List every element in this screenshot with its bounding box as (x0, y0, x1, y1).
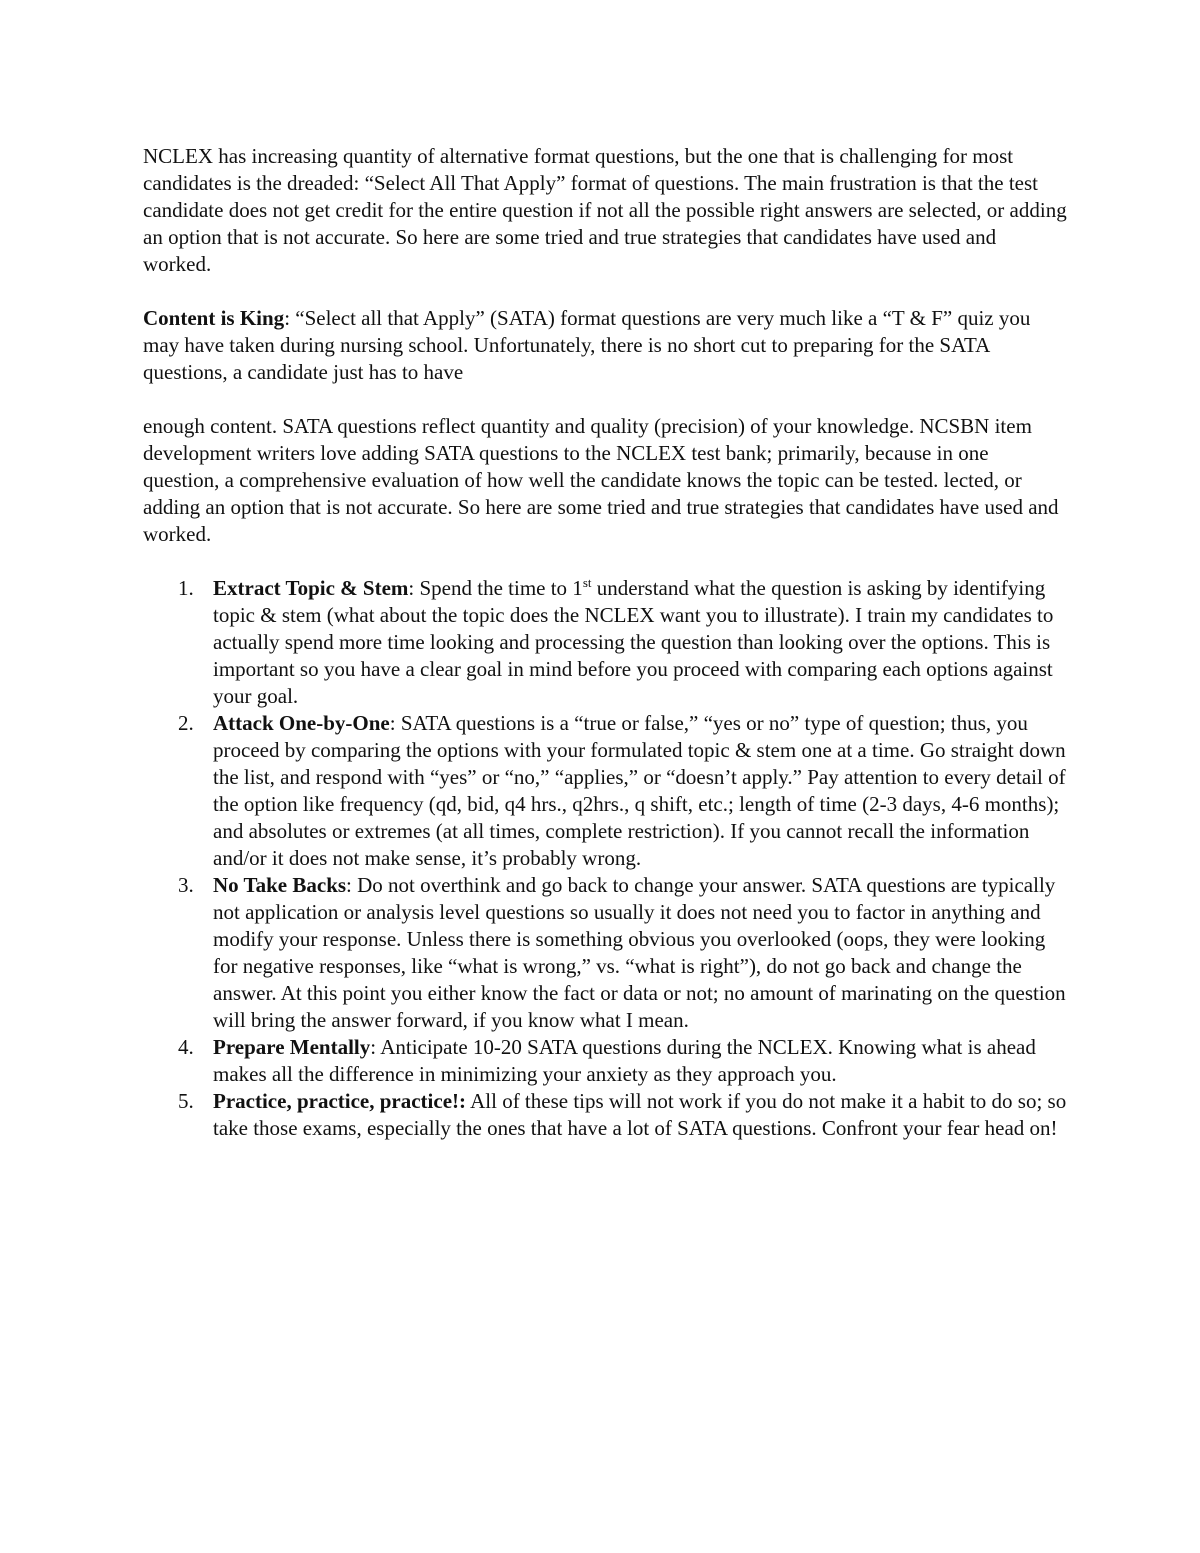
strategy-heading: No Take Backs (213, 873, 347, 897)
strategy-item-prepare-mentally (143, 1034, 1068, 1088)
intro-paragraph: NCLEX has increasing quantity of alternative format questions, but the one that is challenging for most candidates is the dreaded: “Select All That Apply” format of questions. The main frustration is that the test candidate does not get credit for the entire question if not all the possible right answers are selected, or adding an option that is not accurate. So here are some tried and true strategies that candidates have used and worked. (143, 144, 1067, 276)
content-is-king-text: : “Select all that Apply” (SATA) format questions are very much like a “T & F” quiz you may have taken during nursing school. Unfortunately, there is no short cut to preparing for the SATA questions, a candidate just has to have (143, 306, 1031, 384)
ordinal-superscript: st (582, 575, 592, 590)
strategy-text: All of these tips will not work if you do not make it a habit to do so; so take those exams, especially the ones that have a lot of SATA questions. Confront your fear head on! (213, 1089, 1067, 1140)
strategies-list (143, 575, 1068, 1142)
document-page (143, 143, 1068, 1142)
strategy-text: : Anticipate 10-20 SATA questions during the NCLEX. Knowing what is ahead makes all the difference in minimizing your anxiety as they approach you. (213, 1035, 1036, 1086)
list-number: 3. (178, 873, 194, 897)
list-number: 4. (178, 1035, 194, 1059)
content-is-king-paragraph (143, 305, 1068, 386)
list-number: 1. (178, 576, 194, 600)
strategy-text: : SATA questions is a “true or false,” “yes or no” type of question; thus, you proceed by comparing the options with your formulated topic & stem one at a time. Go straight down the list, and respond with “yes” or “no,” “applies,” or “doesn’t apply.” Pay attention to every detail of the option like frequency (qd, bid, q4 hrs., q2hrs., q shift, etc.; length of time (2-3 days, 4-6 months); and absolutes or extremes (at all times, complete restriction). If you cannot recall the information and/or it does not make sense, it’s probably wrong. (213, 711, 1066, 870)
enough-content-paragraph: enough content. SATA questions reflect quantity and quality (precision) of your knowledge. NCSBN item development writers love adding SATA questions to the NCLEX test bank; primarily, because in one question, a comprehensive evaluation of how well the candidate knows the topic can be tested. lected, or adding an option that is not accurate. So here are some tried and true strategies that candidates have used and worked. (143, 414, 1059, 546)
strategy-text-continued: understand what the question is asking by identifying topic & stem (what about the topic does the NCLEX want you to illustrate). I train my candidates to actually spend more time looking and processing the question than looking over the options. This is important so you have a clear goal in mind before you proceed with comparing each options against your goal. (213, 576, 1054, 708)
strategy-heading: Attack One-by-One (213, 711, 390, 735)
strategy-item-practice (143, 1088, 1068, 1142)
strategy-heading: Practice, practice, practice!: (213, 1089, 467, 1113)
strategy-heading: Extract Topic & Stem (213, 576, 409, 600)
strategy-text: : Spend the time to 1 (408, 576, 583, 600)
strategy-item-attack-one-by-one (143, 710, 1068, 872)
strategy-item-extract-topic (143, 575, 1068, 710)
strategy-item-no-take-backs (143, 872, 1068, 1034)
strategy-text: : Do not overthink and go back to change your answer. SATA questions are typically not application or analysis level questions so usually it does not need you to factor in anything and modify your response. Unless there is something obvious you overlooked (oops, they were looking for negative responses, like “what is wrong,” vs. “what is right”), do not go back and change the answer. At this point you either know the fact or data or not; no amount of marinating on the question will bring the answer forward, if you know what I mean. (213, 873, 1066, 1032)
content-is-king-heading: Content is King (143, 306, 285, 330)
strategy-heading: Prepare Mentally (213, 1035, 371, 1059)
list-number: 5. (178, 1089, 194, 1113)
list-number: 2. (178, 711, 194, 735)
